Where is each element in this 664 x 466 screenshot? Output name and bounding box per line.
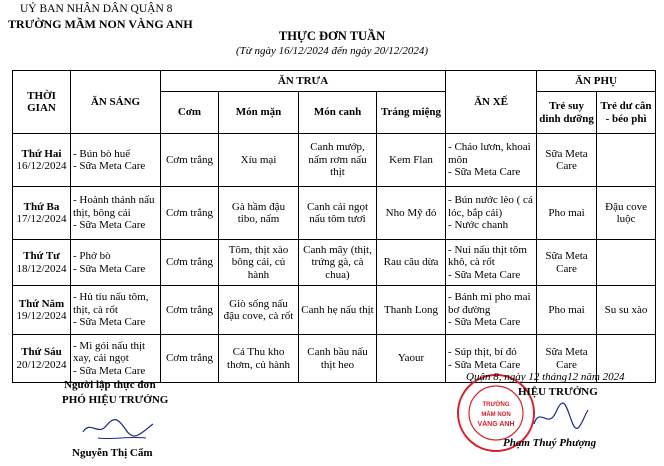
day-name: Thứ Sáu [21,346,62,358]
breakfast-drink: - Sữa Meta Care [73,262,146,275]
breakfast-drink: - Sữa Meta Care [73,316,146,329]
malnourished-cell: Pho mai [537,286,597,335]
afternoon-cell [446,187,537,240]
day-cell [13,286,71,335]
table-row [13,134,656,187]
col-main-header: Món mặn [219,92,299,134]
table-row [13,187,656,240]
breakfast-dish: - Mì gói nấu thịt xay, cải ngọt [73,339,146,365]
breakfast-dish: - Bún bò huế [73,147,131,160]
breakfast-dish: - Hủ tíu nấu tôm, thịt, cà rốt [73,291,149,316]
breakfast-cell [71,240,161,286]
afternoon-dish: - Cháo lươn, khoai môn [448,141,531,166]
day-date: 20/12/2024 [16,358,67,371]
col-overweight-header: Trẻ dư cân - béo phì [597,92,656,134]
breakfast-dish: - Hoành thánh nấu thịt, bông cải [73,194,155,219]
col-time-header: THỜI GIAN [13,71,71,134]
col-malnourished-header: Trẻ suy dinh dưỡng [537,92,597,134]
soup-cell: Canh cải ngọt nấu tôm tươi [299,187,377,240]
rice-cell: Cơm trắng [161,335,219,383]
header-school: TRƯỜNG MẦM NON VÀNG ANH [8,17,193,31]
afternoon-drink: - Sữa Meta Care [448,268,521,281]
main-dish-cell: Xíu mại [219,134,299,187]
rice-cell: Cơm trắng [161,187,219,240]
col-soup-header: Món canh [299,92,377,134]
principal-name: Phạm Thuý Phượng [503,437,597,449]
breakfast-cell [71,335,161,383]
dessert-cell: Kem Flan [377,134,446,187]
vice-principal-name: Nguyễn Thị Cẩm [72,447,153,459]
main-dish-cell: Tôm, thịt xào bông cải, củ hành [219,240,299,286]
breakfast-cell [71,286,161,335]
vice-principal-title: PHÓ HIỆU TRƯỞNG [62,394,169,406]
col-breakfast-header: ĂN SÁNG [71,71,161,134]
overweight-cell [597,240,656,286]
day-date: 18/12/2024 [16,262,67,275]
col-afternoon-header: ĂN XẾ [446,71,537,134]
table-row [13,286,656,335]
afternoon-cell [446,134,537,187]
afternoon-cell [446,240,537,286]
day-cell [13,187,71,240]
day-date: 19/12/2024 [16,310,67,322]
breakfast-drink: - Sữa Meta Care [73,364,146,377]
col-rice-header: Cơm [161,92,219,134]
soup-cell: Canh hẹ nấu thịt [299,286,377,335]
header-authority: UỶ BAN NHÂN DÂN QUẬN 8 [20,3,173,15]
afternoon-drink: - Nước chanh [448,219,509,232]
table-row [13,240,656,286]
sign-date: Quận 8, ngày 12 tháng12 năm 2024 [466,371,625,383]
afternoon-cell [446,286,537,335]
preparer-label: Người lập thực đơn [64,379,156,391]
principal-signature [530,400,590,434]
svg-text:VÀNG ANH: VÀNG ANH [477,421,515,428]
day-date: 17/12/2024 [16,213,67,225]
main-dish-cell: Gà hầm đậu tibo, nấm [219,187,299,240]
dessert-cell: Rau câu dừa [377,240,446,286]
dessert-cell: Thanh Long [377,286,446,335]
soup-cell: Canh mướp, nấm rơm nấu thịt [299,134,377,187]
breakfast-cell [71,187,161,240]
afternoon-dish: - Súp thịt, bí đỏ [448,346,517,358]
day-name: Thứ Hai [21,147,62,160]
afternoon-drink: - Sữa Meta Care [448,166,521,179]
malnourished-cell: Pho mai [537,187,597,240]
col-extra-header: ĂN PHỤ [537,71,656,92]
vice-principal-signature [78,410,158,444]
col-lunch-header: ĂN TRƯA [161,71,446,92]
page-subtitle: (Từ ngày 16/12/2024 đến ngày 20/12/2024) [235,45,429,57]
day-name: Thứ Ba [23,200,60,213]
principal-title: HIỆU TRƯỞNG [518,386,598,398]
afternoon-dish: - Bún nước lèo ( cá lóc, bắp cải) [448,194,533,219]
malnourished-cell: Sữa Meta Care [537,134,597,187]
main-dish-cell: Cá Thu kho thơm, củ hành [219,335,299,383]
svg-text:TRƯỜNG: TRƯỜNG [482,402,510,408]
day-date: 16/12/2024 [16,160,67,172]
afternoon-drink: - Sữa Meta Care [448,358,521,371]
day-cell [13,335,71,383]
breakfast-drink: - Sữa Meta Care [73,160,146,172]
col-dessert-header: Tráng miệng [377,92,446,134]
day-name: Thứ Năm [18,297,65,310]
overweight-cell [597,134,656,187]
page-title: THỰC ĐƠN TUẦN [278,29,386,43]
soup-cell: Canh mây (thịt, trứng gà, cà chua) [299,240,377,286]
day-cell [13,240,71,286]
breakfast-cell [71,134,161,187]
malnourished-cell: Sữa Meta Care [537,240,597,286]
overweight-cell: Đậu cove luộc [597,187,656,240]
day-cell [13,134,71,187]
rice-cell: Cơm trắng [161,240,219,286]
afternoon-dish: - Nui nấu thịt tôm khô, cà rốt [448,243,527,269]
breakfast-drink: - Sữa Meta Care [73,219,146,232]
dessert-cell: Nho Mỹ đỏ [377,187,446,240]
breakfast-dish: - Phở bò [73,250,111,262]
dessert-cell: Yaour [377,335,446,383]
afternoon-drink: - Sữa Meta Care [448,316,521,329]
main-dish-cell: Giò sống nấu đậu cove, cà rốt [219,286,299,335]
day-name: Thứ Tư [23,250,60,262]
svg-text:MẦM NON: MẦM NON [481,412,511,418]
rice-cell: Cơm trắng [161,134,219,187]
rice-cell: Cơm trắng [161,286,219,335]
soup-cell: Canh bầu nấu thịt heo [299,335,377,383]
afternoon-dish: - Bánh mì pho mai bơ đường [448,291,531,316]
menu-table [12,70,656,383]
malnourished-cell: Sữa Meta Care [537,335,597,383]
overweight-cell: Su su xào [597,286,656,335]
